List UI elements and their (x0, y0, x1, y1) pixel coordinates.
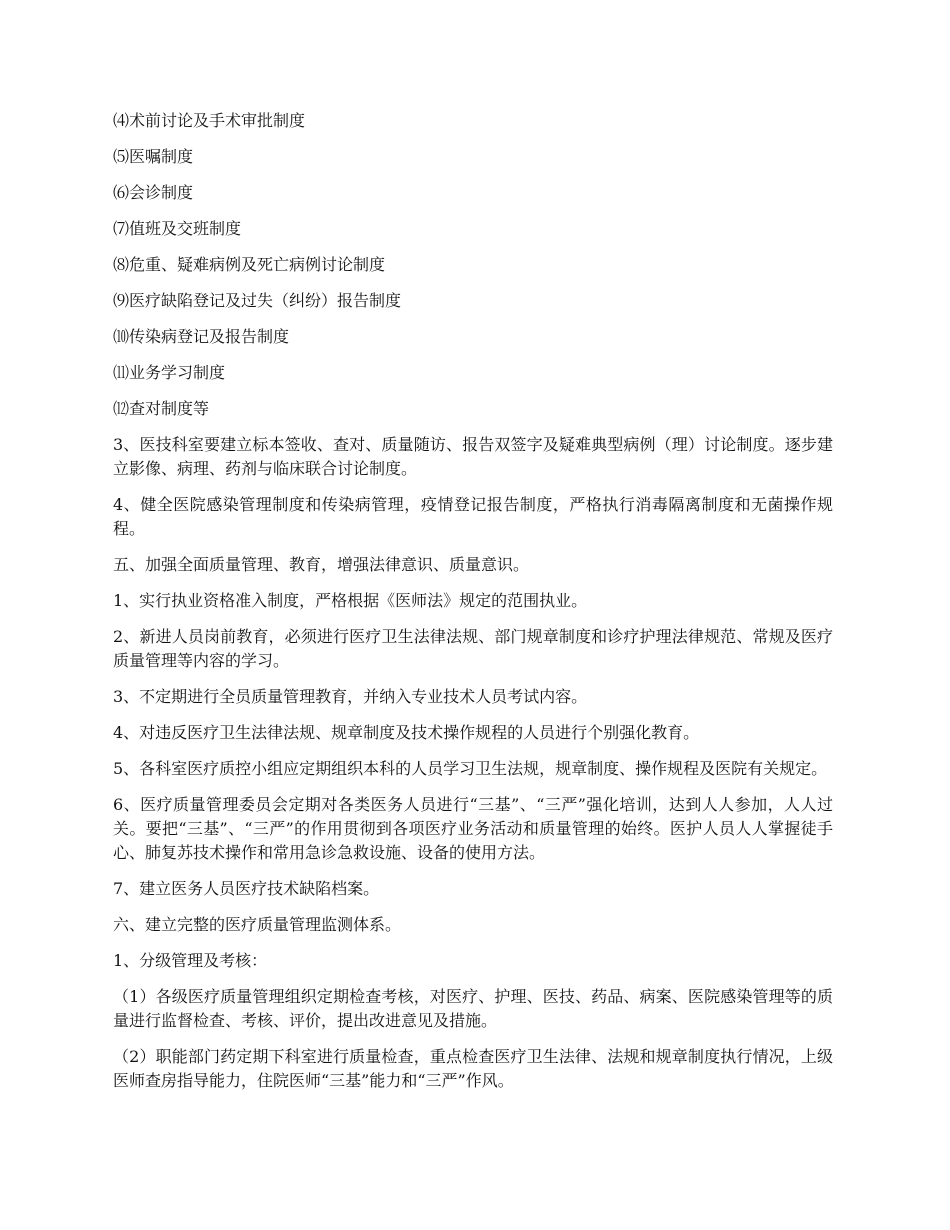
section-heading: 六、建立完整的医疗质量管理监测体系。 (113, 915, 402, 934)
paragraph: （2）职能部门药定期下科室进行质量检查，重点检查医疗卫生法律、法规和规章制度执行情况，上级医师查房指导能力，住院医师“三基”能力和“三严”作风。 (113, 1047, 833, 1090)
paragraph: 1、实行执业资格准入制度，严格根据《医师法》规定的范围执业。 (113, 591, 588, 610)
list-item: ⑼医疗缺陷登记及过失（纠纷）报告制度 (113, 291, 402, 310)
list-item: ⑿查对制度等 (113, 399, 210, 418)
paragraph: 4、健全医院感染管理制度和传染病管理，疫情登记报告制度，严格执行消毒隔离制度和无菌操作规程。 (113, 495, 833, 538)
paragraph: （1）各级医疗质量管理组织定期检查考核，对医疗、护理、医技、药品、病案、医院感染管理等的质量进行监督检查、考核、评价，提出改进意见及措施。 (113, 987, 833, 1030)
section-heading: 五、加强全面质量管理、教育，增强法律意识、质量意识。 (113, 555, 530, 574)
list-item: ⑺值班及交班制度 (113, 219, 242, 238)
paragraph: 5、各科室医疗质控小组应定期组织本科的人员学习卫生法规，规章制度、操作规程及医院有关规定。 (113, 759, 828, 778)
paragraph: 4、对违反医疗卫生法律法规、规章制度及技术操作规程的人员进行个别强化教育。 (113, 723, 700, 742)
list-item: ⑽传染病登记及报告制度 (113, 327, 290, 346)
paragraph: 3、医技科室要建立标本签收、查对、质量随访、报告双签字及疑难典型病例（理）讨论制度。逐步建立影像、病理、药剂与临床联合讨论制度。 (113, 435, 833, 478)
list-item: ⑹会诊制度 (113, 183, 194, 202)
paragraph: 6、医疗质量管理委员会定期对各类医务人员进行“三基”、“三严”强化培训，达到人人参加，人人过关。要把“三基”、“三严”的作用贯彻到各项医疗业务活动和质量管理的始终。医护人员人人掌握徒手心、肺复苏技术操作和常用急诊急救设施、设备的使用方法。 (113, 795, 833, 862)
paragraph: 1、分级管理及考核： (113, 951, 268, 970)
paragraph: 3、不定期进行全员质量管理教育，并纳入专业技术人员考试内容。 (113, 687, 588, 706)
document-page (113, 109, 833, 1105)
paragraph: 2、新进人员岗前教育，必须进行医疗卫生法律法规、部门规章制度和诊疗护理法律规范、常规及医疗质量管理等内容的学习。 (113, 627, 833, 670)
list-item: ⑷术前讨论及手术审批制度 (113, 111, 306, 130)
list-item: ⑸医嘱制度 (113, 147, 194, 166)
list-item: ⑾业务学习制度 (113, 363, 226, 382)
list-item: ⑻危重、疑难病例及死亡病例讨论制度 (113, 255, 386, 274)
paragraph: 7、建立医务人员医疗技术缺陷档案。 (113, 879, 380, 898)
